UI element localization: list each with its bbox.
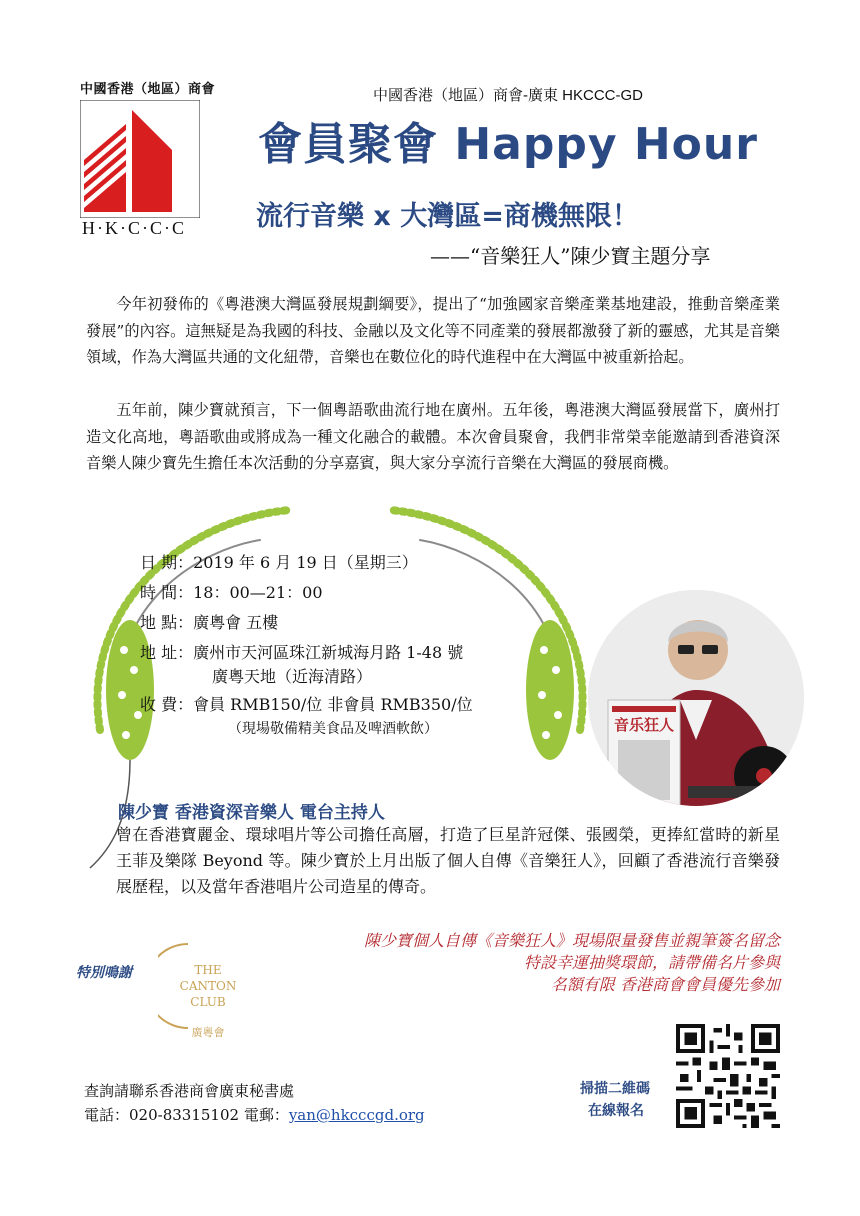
qr-caption-line-1: 掃描二維碼 (580, 1081, 650, 1097)
club-logo-the: THE (194, 963, 222, 977)
event-time: 時 間：18：00—21：00 (140, 583, 323, 602)
contact-heading: 查詢請聯系香港商會廣東秘書處 (84, 1082, 295, 1100)
book-title: 音乐狂人 (613, 716, 675, 734)
hkccc-logo (80, 100, 200, 218)
event-venue: 地 點：廣粵會 五樓 (140, 613, 279, 632)
contact-email-link[interactable]: yan@hkcccgd.org (288, 1106, 425, 1124)
notice-limited-seats: 名額有限 香港商會會員優先參加 (550, 975, 780, 994)
logo-letters: H·K·C·C·C (82, 218, 186, 238)
contact-phone-line (84, 1104, 425, 1125)
registration-qr-code[interactable] (676, 1024, 780, 1128)
event-subtopic: ——“音樂狂人”陳少寶主題分享 (430, 244, 711, 268)
event-address: 地 址：廣州市天河區珠江新城海月路 1-48 號 (140, 643, 464, 662)
club-logo-chinese: 廣粵會 (191, 1026, 225, 1039)
intro-paragraph-1: 今年初發佈的《粵港澳大灣區發展規劃綱要》，提出了“加強國家音樂產業基地建設，推動音樂產業發展”的內容。這無疑是為我國的科技、金融以及文化等不同產業的發展都激發了新的靈感，尤其是音樂領域，作為大灣區共通的文化紐帶，音樂也在數位化的時代進程中在大灣區中被重新拾起。 (86, 295, 780, 366)
logo-title: 中國香港（地區）商會 (80, 82, 216, 97)
notice-lucky-draw: 特設幸運抽獎環節，請帶備名片參與 (523, 953, 780, 972)
event-date: 日 期：2019 年 6 月 19 日（星期三） (140, 553, 418, 572)
special-thanks-label: 特別鳴謝 (76, 965, 132, 981)
intro-paragraph-2: 五年前，陳少寶就預言，下一個粵語歌曲流行地在廣州。五年後，粵港澳大灣區發展當下，廣州打造文化高地，粵語歌曲或將成為一種文化融合的載體。本次會員聚會，我們非常榮幸能邀請到香港資深音樂人陳少寶先生擔任本次活動的分享嘉賓，與大家分享流行音樂在大灣區的發展商機。 (86, 401, 780, 472)
canton-club-logo (158, 936, 258, 1046)
speaker-photo-illustration (588, 590, 804, 806)
contact-phone: 電話：020-83315102 電郵： (84, 1106, 289, 1124)
club-logo-club: CLUB (190, 995, 226, 1009)
speaker-bio: 曾在香港寶麗金、環球唱片等公司擔任高層，打造了巨星許冠傑、張國榮，更捧紅當時的新星王菲及樂隊 Beyond 等。陳少寶於上月出版了個人自傳《音樂狂人》，回顧了香港流行音樂發展歷程，以及當年香港唱片公司造星的傳奇。 (116, 825, 780, 896)
qr-caption-line-2: 在線報名 (588, 1103, 644, 1119)
event-fee-note: （現場敬備精美食品及啤酒軟飲） (228, 721, 438, 737)
event-address-line-2: 廣粵天地（近海清路） (212, 667, 373, 686)
event-fee: 收 費：會員 RMB150/位 非會員 RMB350/位 (140, 695, 473, 714)
notice-book-signing: 陳少寶個人自傳《音樂狂人》現場限量發售並親筆簽名留念 (363, 931, 780, 950)
event-title: 會員聚會 Happy Hour (258, 119, 758, 170)
speaker-title: 陳少寶 香港資深音樂人 電台主持人 (118, 803, 385, 823)
event-subtitle: 流行音樂 x 大灣區=商機無限！ (256, 201, 639, 232)
club-logo-canton: CANTON (179, 979, 237, 993)
organizer-line: 中國香港（地區）商會-廣東 HKCCC-GD (373, 87, 643, 104)
speaker-photo (588, 590, 804, 806)
